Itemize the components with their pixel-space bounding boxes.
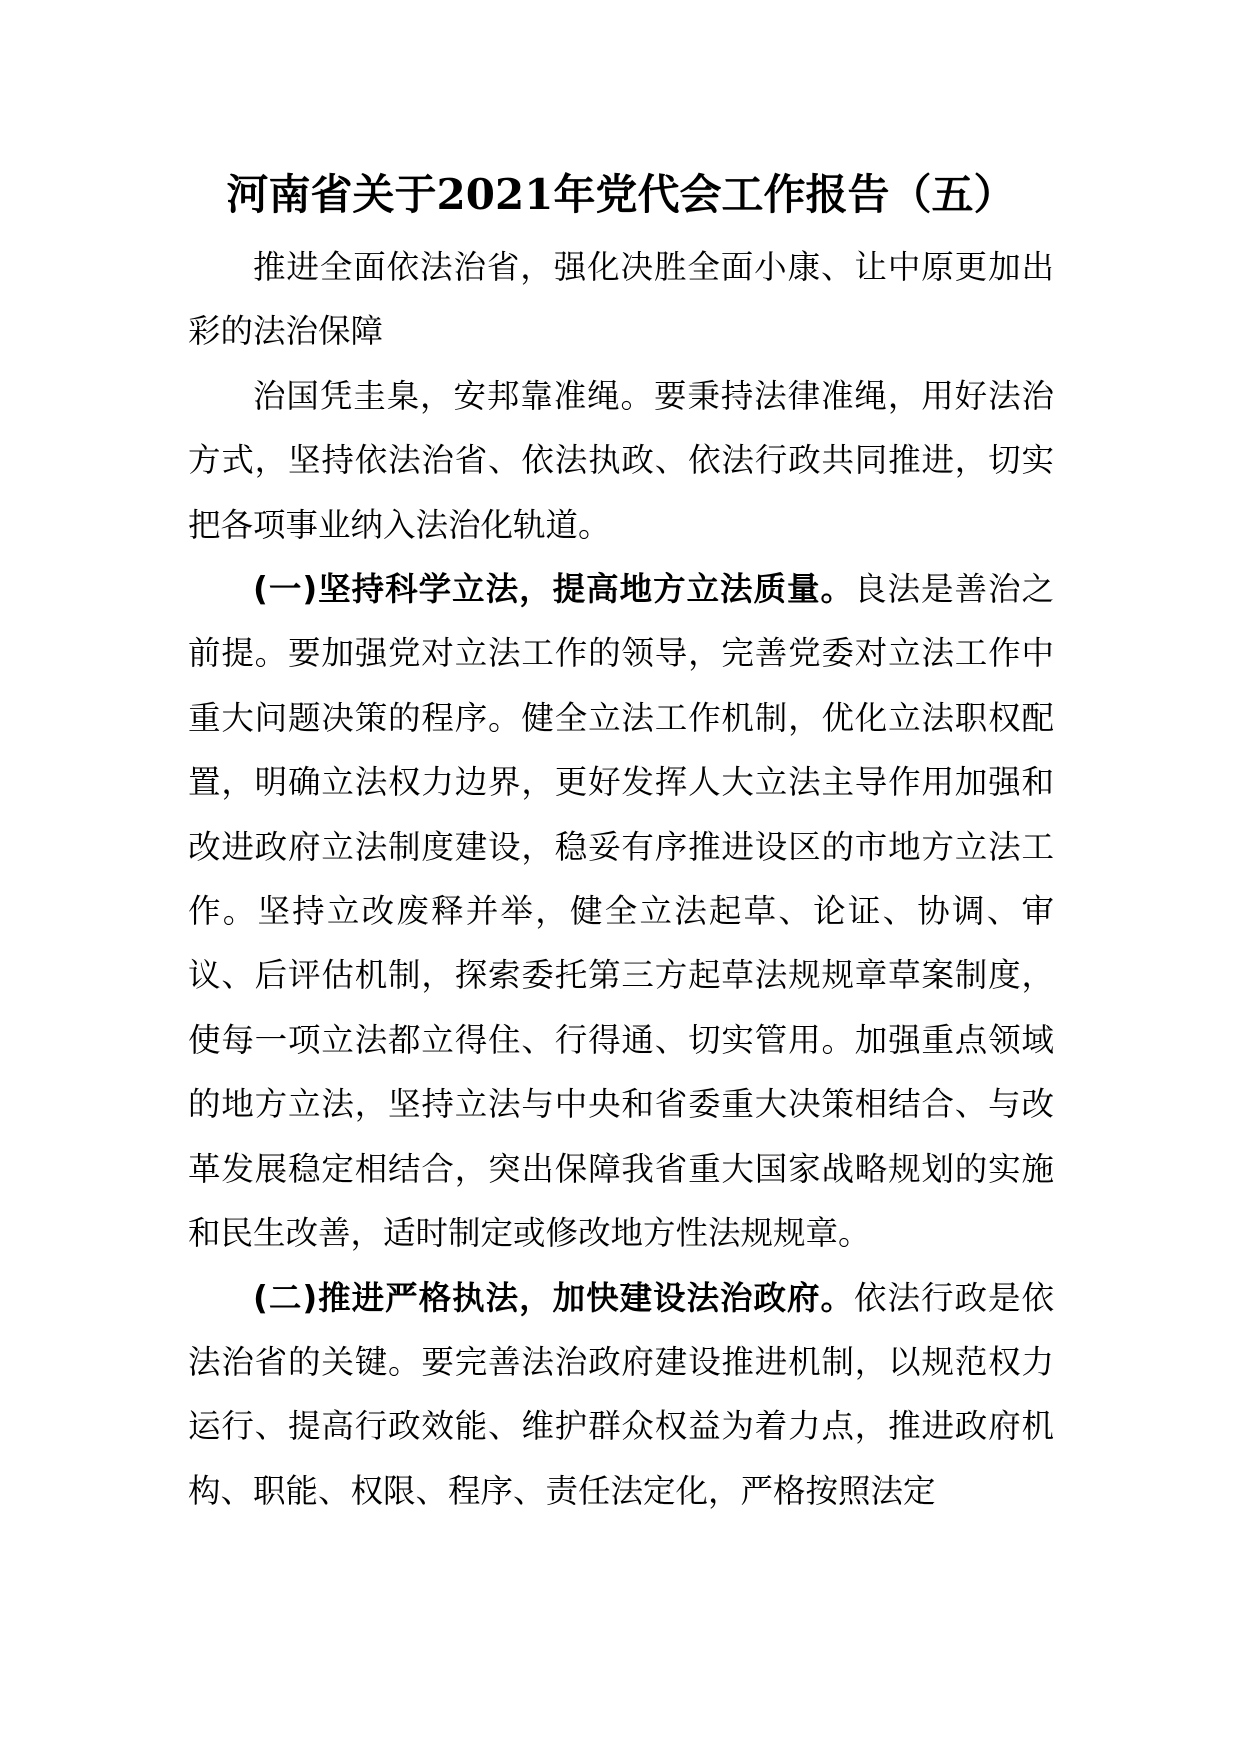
document-page (188, 155, 1054, 1523)
paragraph-text: 推进全面依法治省，强化决胜全面小康、让中原更加出彩的法治保障 (188, 248, 1054, 351)
paragraph-law-enforcement (188, 1266, 1054, 1524)
paragraph-intro (188, 364, 1054, 557)
paragraph-legislation (188, 557, 1054, 1265)
paragraph-text: 良法是善治之前提。要加强党对立法工作的领导，完善党委对立法工作中重大问题决策的程序。健全立法工作机制，优化立法职权配置，明确立法权力边界，更好发挥人大立法主导作用加强和改进政府立法制度建设，稳妥有序推进设区的市地方立法工作。坚持立改废释并举，健全立法起草、论证、协调、审议、后评估机制，探索委托第三方起草法规规章草案制度，使每一项立法都立得住、行得通、切实管用。加强重点领域的地方立法，坚持立法与中央和省委重大决策相结合、与改革发展稳定相结合，突出保障我省重大国家战略规划的实施和民生改善，适时制定或修改地方性法规规章。 (188, 570, 1054, 1253)
paragraph-text: 依法行政是依法治省的关键。要完善法治政府建设推进机制，以规范权力运行、提高行政效能、维护群众权益为着力点，推进政府机构、职能、权限、程序、责任法定化，严格按照法定 (188, 1278, 1054, 1510)
paragraph-lead: (一)坚持科学立法，提高地方立法质量。 (253, 570, 855, 609)
paragraph-text: 治国凭圭臬，安邦靠准绳。要秉持法律准绳，用好法治方式，坚持依法治省、依法执政、依法行政共同推进，切实把各项事业纳入法治化轨道。 (188, 376, 1054, 544)
document-title: 河南省关于2021年党代会工作报告（五） (226, 170, 1016, 219)
paragraph-lead: (二)推进严格执法，加快建设法治政府。 (253, 1278, 855, 1317)
paragraph-section-heading (188, 235, 1054, 364)
